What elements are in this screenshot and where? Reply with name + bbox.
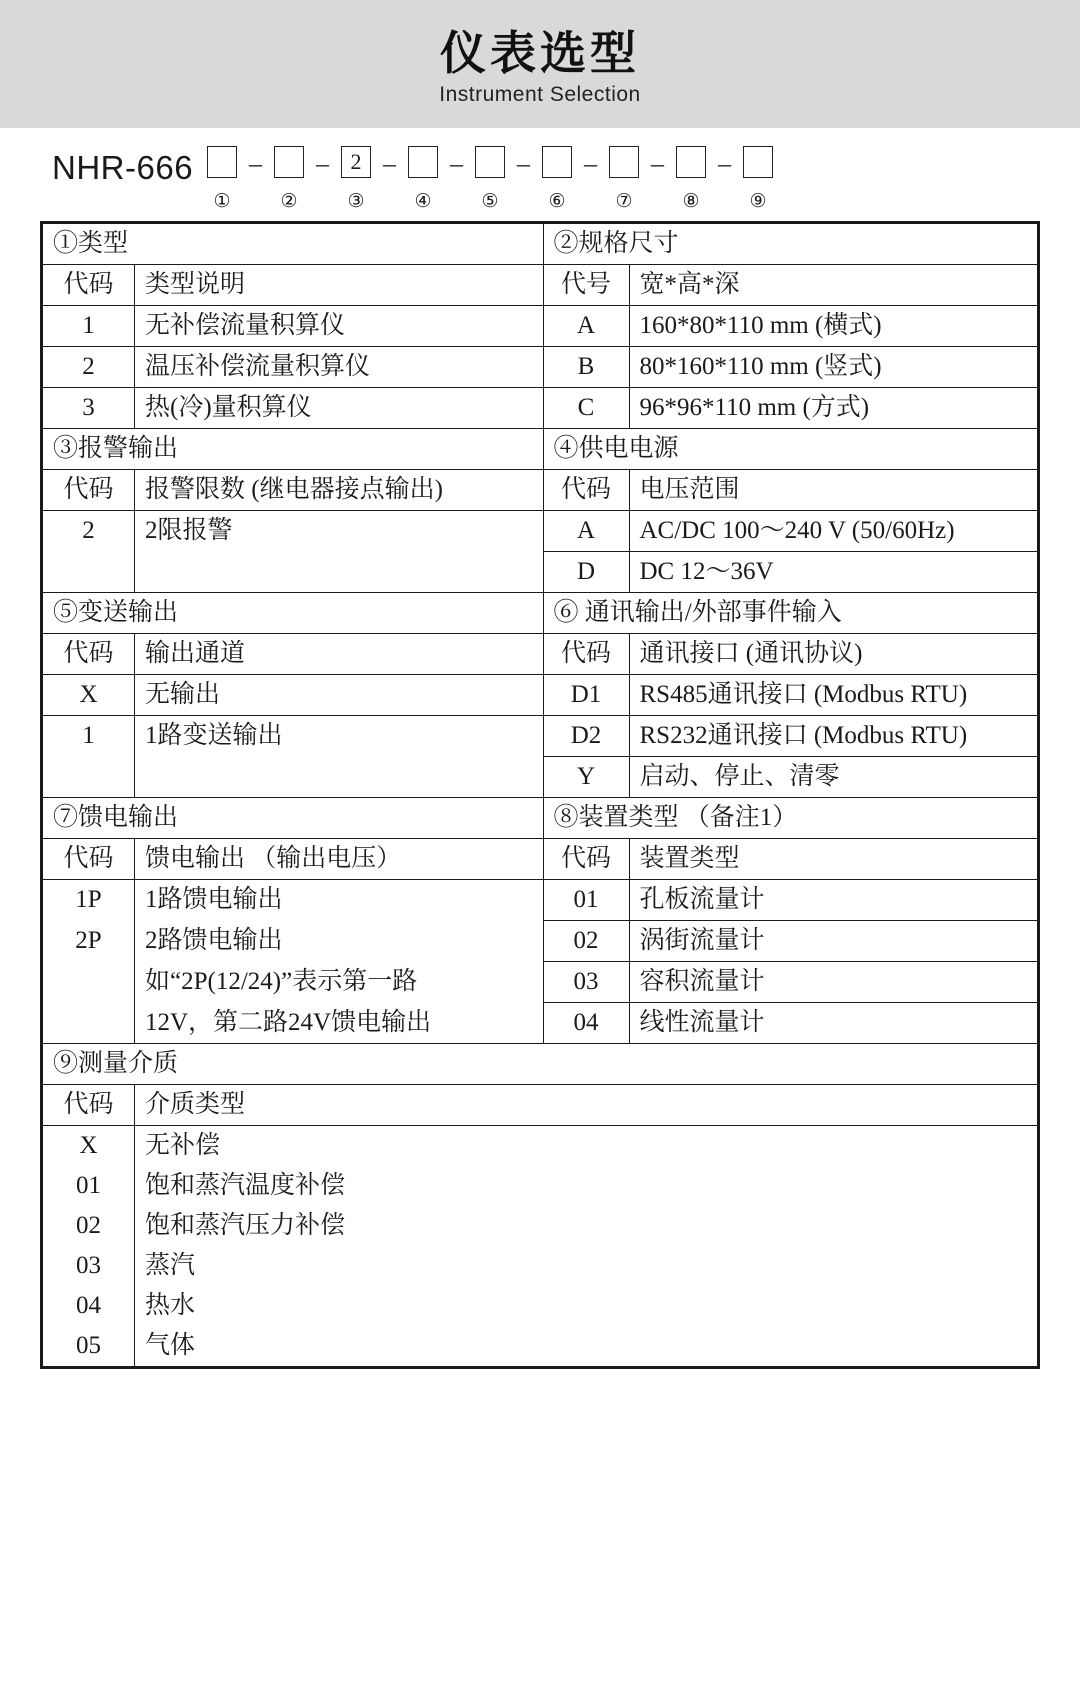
section-5-row-2-desc: 1路变送输出 [135, 716, 544, 757]
section-7-row-3-desc: 如“2P(12/24)”表示第一路 [135, 962, 544, 1003]
table-row [43, 1044, 1038, 1085]
selection-table-wrapper [40, 221, 1040, 1369]
section-8-row-4-desc: 线性流量计 [629, 1003, 1038, 1044]
section-6-row-1-code: D1 [543, 675, 629, 716]
section-4-row-1-desc: AC/DC 100～240 V (50/60Hz) [629, 511, 1038, 552]
section-1-head-code: 代码 [43, 265, 135, 306]
table-row [43, 1206, 1038, 1246]
model-separator: – [651, 149, 665, 178]
section-6-row-2-code: D2 [543, 716, 629, 757]
table-row [43, 429, 1038, 470]
model-code-row [0, 146, 1080, 213]
model-slot-2-index: ② [280, 191, 298, 212]
section-5-row-2-code: 1 [43, 716, 135, 757]
section-9-row-2-desc: 饱和蒸汽温度补偿 [135, 1166, 1038, 1206]
table-row [43, 1085, 1038, 1126]
table-row [43, 552, 1038, 593]
section-6-row-3-code: Y [543, 757, 629, 798]
selection-table [42, 223, 1038, 1367]
model-slot-2-value[interactable] [274, 146, 304, 178]
section-6-row-1-desc: RS485通讯接口 (Modbus RTU) [629, 675, 1038, 716]
section-1-row-3-desc: 热(冷)量积算仪 [135, 388, 544, 429]
section-8-title: ⑧装置类型 （备注1） [543, 798, 1038, 839]
table-row [43, 880, 1038, 921]
model-slot-9-value[interactable] [743, 146, 773, 178]
section-5-row-3-desc [135, 757, 544, 798]
section-2-row-3-desc: 96*96*110 mm (方式) [629, 388, 1038, 429]
model-slot-4[interactable] [396, 146, 450, 213]
model-slot-9-index: ⑨ [749, 191, 767, 212]
model-slots [195, 146, 785, 213]
model-separator: – [517, 149, 531, 178]
section-2-row-1-desc: 160*80*110 mm (横式) [629, 306, 1038, 347]
section-6-row-3-desc: 启动、停止、清零 [629, 757, 1038, 798]
section-4-head-code: 代码 [543, 470, 629, 511]
model-separator: – [718, 149, 732, 178]
model-slot-9[interactable] [731, 146, 785, 213]
section-5-row-1-desc: 无输出 [135, 675, 544, 716]
section-7-row-2-desc: 2路馈电输出 [135, 921, 544, 962]
section-5-row-3-code [43, 757, 135, 798]
model-slot-3-value[interactable]: 2 [341, 146, 371, 178]
section-3-head-desc: 报警限数 (继电器接点输出) [135, 470, 544, 511]
section-5-head-desc: 输出通道 [135, 634, 544, 675]
section-3-head-code: 代码 [43, 470, 135, 511]
section-8-row-2-code: 02 [543, 921, 629, 962]
section-6-title: ⑥ 通讯输出/外部事件输入 [543, 593, 1038, 634]
table-row [43, 470, 1038, 511]
section-6-row-2-desc: RS232通讯接口 (Modbus RTU) [629, 716, 1038, 757]
table-row [43, 1326, 1038, 1367]
section-9-row-1-desc: 无补偿 [135, 1126, 1038, 1167]
model-slot-1-value[interactable] [207, 146, 237, 178]
model-slot-8[interactable] [664, 146, 718, 213]
table-row [43, 388, 1038, 429]
section-8-row-3-desc: 容积流量计 [629, 962, 1038, 1003]
section-2-head-desc: 宽*高*深 [629, 265, 1038, 306]
section-9-row-5-code: 04 [43, 1286, 135, 1326]
table-row [43, 511, 1038, 552]
model-slot-7-index: ⑦ [615, 191, 633, 212]
section-3-row-2-code [43, 552, 135, 593]
model-slot-8-index: ⑧ [682, 191, 700, 212]
model-slot-1-index: ① [213, 191, 231, 212]
model-separator: – [249, 149, 263, 178]
section-9-head-code: 代码 [43, 1085, 135, 1126]
section-7-row-1-desc: 1路馈电输出 [135, 880, 544, 921]
section-6-head-code: 代码 [543, 634, 629, 675]
section-1-title: ①类型 [43, 224, 544, 265]
table-row [43, 1003, 1038, 1044]
table-row [43, 798, 1038, 839]
table-row [43, 675, 1038, 716]
table-row [43, 306, 1038, 347]
page-subtitle: Instrument Selection [439, 83, 641, 107]
section-1-head-desc: 类型说明 [135, 265, 544, 306]
section-1-row-3-code: 3 [43, 388, 135, 429]
model-slot-3[interactable] [329, 146, 383, 213]
page-title: 仪表选型 [440, 26, 640, 79]
section-7-row-2-code: 2P [43, 921, 135, 962]
section-1-row-2-code: 2 [43, 347, 135, 388]
model-prefix: NHR-666 [52, 149, 194, 186]
table-row [43, 962, 1038, 1003]
section-1-row-1-desc: 无补偿流量积算仪 [135, 306, 544, 347]
section-5-row-1-code: X [43, 675, 135, 716]
model-slot-3-index: ③ [347, 191, 365, 212]
model-slot-5-index: ⑤ [481, 191, 499, 212]
model-separator: – [450, 149, 464, 178]
section-4-row-1-code: A [543, 511, 629, 552]
section-4-row-2-desc: DC 12～36V [629, 552, 1038, 593]
model-slot-5[interactable] [463, 146, 517, 213]
section-3-title: ③报警输出 [43, 429, 544, 470]
section-7-row-4-code [43, 1003, 135, 1044]
table-row [43, 265, 1038, 306]
model-separator: – [316, 149, 330, 178]
page-header [0, 0, 1080, 128]
section-9-row-2-code: 01 [43, 1166, 135, 1206]
table-row [43, 1166, 1038, 1206]
table-row [43, 1246, 1038, 1286]
model-slot-7-value[interactable] [609, 146, 639, 178]
section-3-row-1-code: 2 [43, 511, 135, 552]
section-2-row-1-code: A [543, 306, 629, 347]
section-8-row-4-code: 04 [543, 1003, 629, 1044]
section-1-row-1-code: 1 [43, 306, 135, 347]
section-7-head-desc: 馈电输出 （输出电压） [135, 839, 544, 880]
model-slot-6-value[interactable] [542, 146, 572, 178]
section-8-row-3-code: 03 [543, 962, 629, 1003]
section-5-title: ⑤变送输出 [43, 593, 544, 634]
section-3-row-2-desc [135, 552, 544, 593]
section-2-row-3-code: C [543, 388, 629, 429]
section-9-head-desc: 介质类型 [135, 1085, 1038, 1126]
section-8-row-1-desc: 孔板流量计 [629, 880, 1038, 921]
section-9-row-5-desc: 热水 [135, 1286, 1038, 1326]
section-3-row-1-desc: 2限报警 [135, 511, 544, 552]
section-9-row-3-desc: 饱和蒸汽压力补偿 [135, 1206, 1038, 1246]
model-slot-2[interactable] [262, 146, 316, 213]
section-7-head-code: 代码 [43, 839, 135, 880]
model-separator: – [383, 149, 397, 178]
model-slot-6-index: ⑥ [548, 191, 566, 212]
table-row [43, 921, 1038, 962]
section-2-row-2-code: B [543, 347, 629, 388]
section-8-head-code: 代码 [543, 839, 629, 880]
section-7-row-3-code [43, 962, 135, 1003]
table-row [43, 224, 1038, 265]
section-9-title: ⑨测量介质 [43, 1044, 1038, 1085]
section-7-row-1-code: 1P [43, 880, 135, 921]
section-7-title: ⑦馈电输出 [43, 798, 544, 839]
section-9-row-4-code: 03 [43, 1246, 135, 1286]
table-row [43, 347, 1038, 388]
table-row [43, 634, 1038, 675]
table-row [43, 716, 1038, 757]
model-slot-4-index: ④ [414, 191, 432, 212]
section-2-head-code: 代号 [543, 265, 629, 306]
section-9-row-3-code: 02 [43, 1206, 135, 1246]
model-slot-8-value[interactable] [676, 146, 706, 178]
section-6-head-desc: 通讯接口 (通讯协议) [629, 634, 1038, 675]
model-separator: – [584, 149, 598, 178]
section-9-row-6-desc: 气体 [135, 1326, 1038, 1367]
model-slot-4-value[interactable] [408, 146, 438, 178]
section-5-head-code: 代码 [43, 634, 135, 675]
section-8-row-1-code: 01 [543, 880, 629, 921]
table-row [43, 593, 1038, 634]
model-slot-5-value[interactable] [475, 146, 505, 178]
section-8-head-desc: 装置类型 [629, 839, 1038, 880]
model-slot-7[interactable] [597, 146, 651, 213]
section-4-head-desc: 电压范围 [629, 470, 1038, 511]
section-9-row-4-desc: 蒸汽 [135, 1246, 1038, 1286]
table-row [43, 1126, 1038, 1167]
section-9-row-6-code: 05 [43, 1326, 135, 1367]
section-2-title: ②规格尺寸 [543, 224, 1038, 265]
section-9-row-1-code: X [43, 1126, 135, 1167]
section-1-row-2-desc: 温压补偿流量积算仪 [135, 347, 544, 388]
section-4-row-2-code: D [543, 552, 629, 593]
section-4-title: ④供电电源 [543, 429, 1038, 470]
section-8-row-2-desc: 涡街流量计 [629, 921, 1038, 962]
section-7-row-4-desc: 12V，第二路24V馈电输出 [135, 1003, 544, 1044]
table-row [43, 839, 1038, 880]
model-slot-1[interactable] [195, 146, 249, 213]
section-2-row-2-desc: 80*160*110 mm (竖式) [629, 347, 1038, 388]
table-row [43, 757, 1038, 798]
model-slot-6[interactable] [530, 146, 584, 213]
table-row [43, 1286, 1038, 1326]
